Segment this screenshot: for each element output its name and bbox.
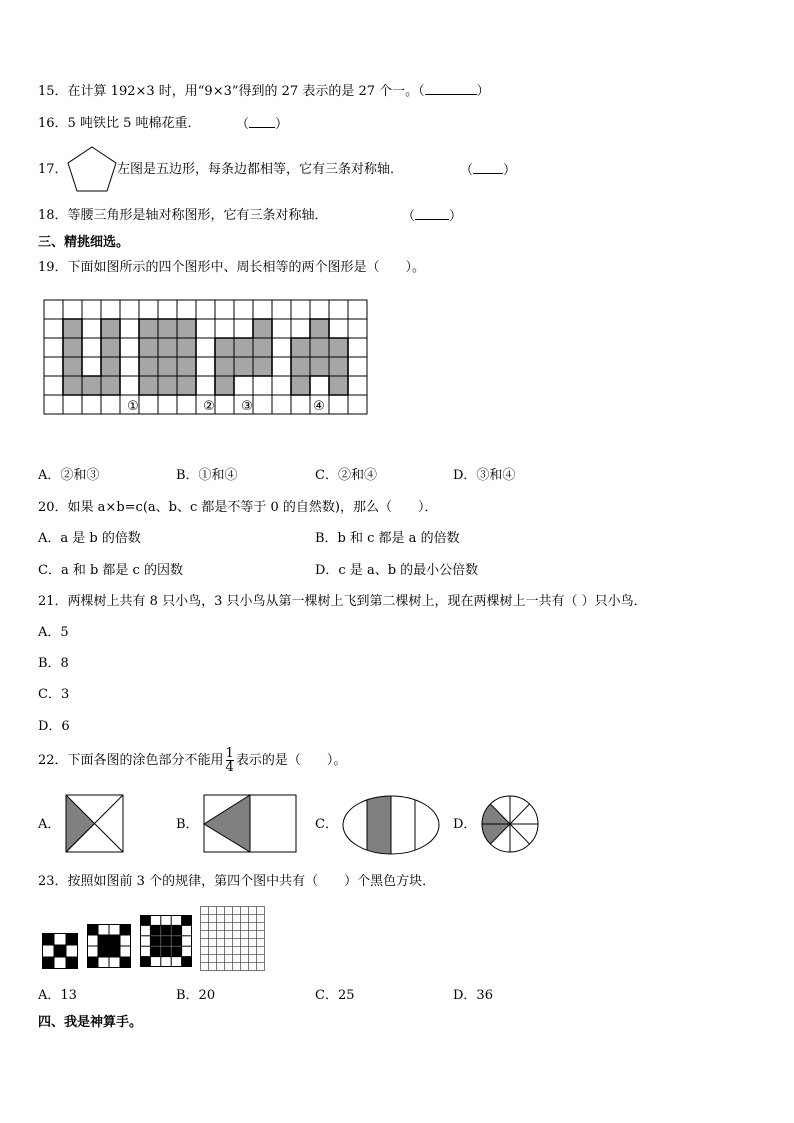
section-3-heading: 三、精挑细选。 — [38, 235, 130, 250]
q19-label-4: ④ — [313, 399, 325, 414]
q21-option-c[interactable]: C．3 — [38, 687, 70, 702]
q20-option-a[interactable]: A．a 是 b 的倍数 — [38, 531, 141, 546]
q22-rectangle-figure — [204, 795, 297, 853]
section-4-heading: 四、我是神算手。 — [38, 1015, 143, 1030]
q23-option-c[interactable]: C．25 — [315, 988, 355, 1003]
q23-option-b[interactable]: B．20 — [176, 988, 216, 1003]
answer-blank-18[interactable] — [415, 208, 449, 220]
question-20-stem: 20．如果 a×b=c(a、b、c 都是不等于 0 的自然数)，那么（ ）． — [38, 500, 438, 515]
q19-label-1: ① — [127, 399, 139, 414]
question-15: 15．在计算 192×3 时，用“9×3”得到的 27 表示的是 27 个一。（ ） — [38, 84, 490, 99]
pentagon-icon — [66, 146, 118, 192]
question-17-number: 17． — [38, 162, 68, 177]
answer-blank-16[interactable] — [249, 116, 275, 128]
q22-option-d[interactable]: D． — [453, 817, 477, 832]
q19-option-a[interactable]: A．②和③ — [38, 468, 100, 483]
q22-square-figure — [66, 795, 124, 853]
q19-label-3: ③ — [241, 399, 253, 414]
q19-grid-figure — [44, 300, 368, 415]
answer-blank-17[interactable] — [473, 162, 503, 174]
answer-blank-15[interactable] — [425, 83, 477, 95]
question-16: 16．5 吨铁比 5 吨棉花重． — [38, 116, 201, 131]
question-19-stem: 19．下面如图所示的四个图形中、周长相等的两个图形是（ ）。 — [38, 260, 426, 275]
q22-option-c[interactable]: C． — [315, 817, 338, 832]
q19-option-d[interactable]: D．③和④ — [453, 468, 516, 483]
q19-grid-lines — [44, 300, 367, 414]
q19-label-2: ② — [203, 399, 215, 414]
question-18: 18．等腰三角形是轴对称图形，它有三条对称轴． — [38, 208, 328, 223]
q22-option-b[interactable]: B． — [176, 817, 199, 832]
q20-option-c[interactable]: C．a 和 b 都是 c 的因数 — [38, 563, 183, 578]
q19-option-b[interactable]: B．①和④ — [176, 468, 238, 483]
q21-option-a[interactable]: A．5 — [38, 625, 69, 640]
q20-option-d[interactable]: D．c 是 a、b 的最小公倍数 — [315, 563, 479, 578]
q22-option-a[interactable]: A． — [38, 817, 61, 832]
answer-paren-16: （ ） — [236, 117, 289, 132]
q19-option-c[interactable]: C．②和④ — [315, 468, 377, 483]
fraction-one-quarter: $\frac{1}{4}$ — [225, 746, 234, 775]
q23-pattern-2 — [87, 924, 131, 968]
answer-paren-18: （ ） — [402, 209, 463, 224]
question-23-stem: 23．按照如图前 3 个的规律，第四个图中共有（ ）个黑色方块． — [38, 874, 436, 889]
q23-pattern-4-empty-grid — [200, 906, 265, 971]
q23-option-d[interactable]: D．36 — [453, 988, 493, 1003]
q20-option-b[interactable]: B．b 和 c 都是 a 的倍数 — [315, 531, 460, 546]
q21-option-b[interactable]: B．8 — [38, 656, 69, 671]
q21-option-d[interactable]: D．6 — [38, 719, 70, 734]
question-22-stem: 22．下面各图的涂色部分不能用 $\frac{1}{4}$ 表示的是（ ）。 — [38, 746, 347, 775]
q23-pattern-1 — [42, 933, 78, 969]
q23-pattern-3 — [140, 915, 192, 967]
q23-option-a[interactable]: A．13 — [38, 988, 77, 1003]
answer-paren-17: （ ） — [460, 163, 517, 178]
q22-circle-figure — [480, 794, 540, 854]
question-21-stem: 21．两棵树上共有 8 只小鸟，3 只小鸟从第一棵树上飞到第二棵树上，现在两棵树上一共有（ ）只小鸟． — [38, 594, 647, 609]
question-17-text: 左图是五边形，每条边都相等，它有三条对称轴． — [117, 162, 404, 177]
q22-ellipse-figure — [342, 795, 440, 855]
